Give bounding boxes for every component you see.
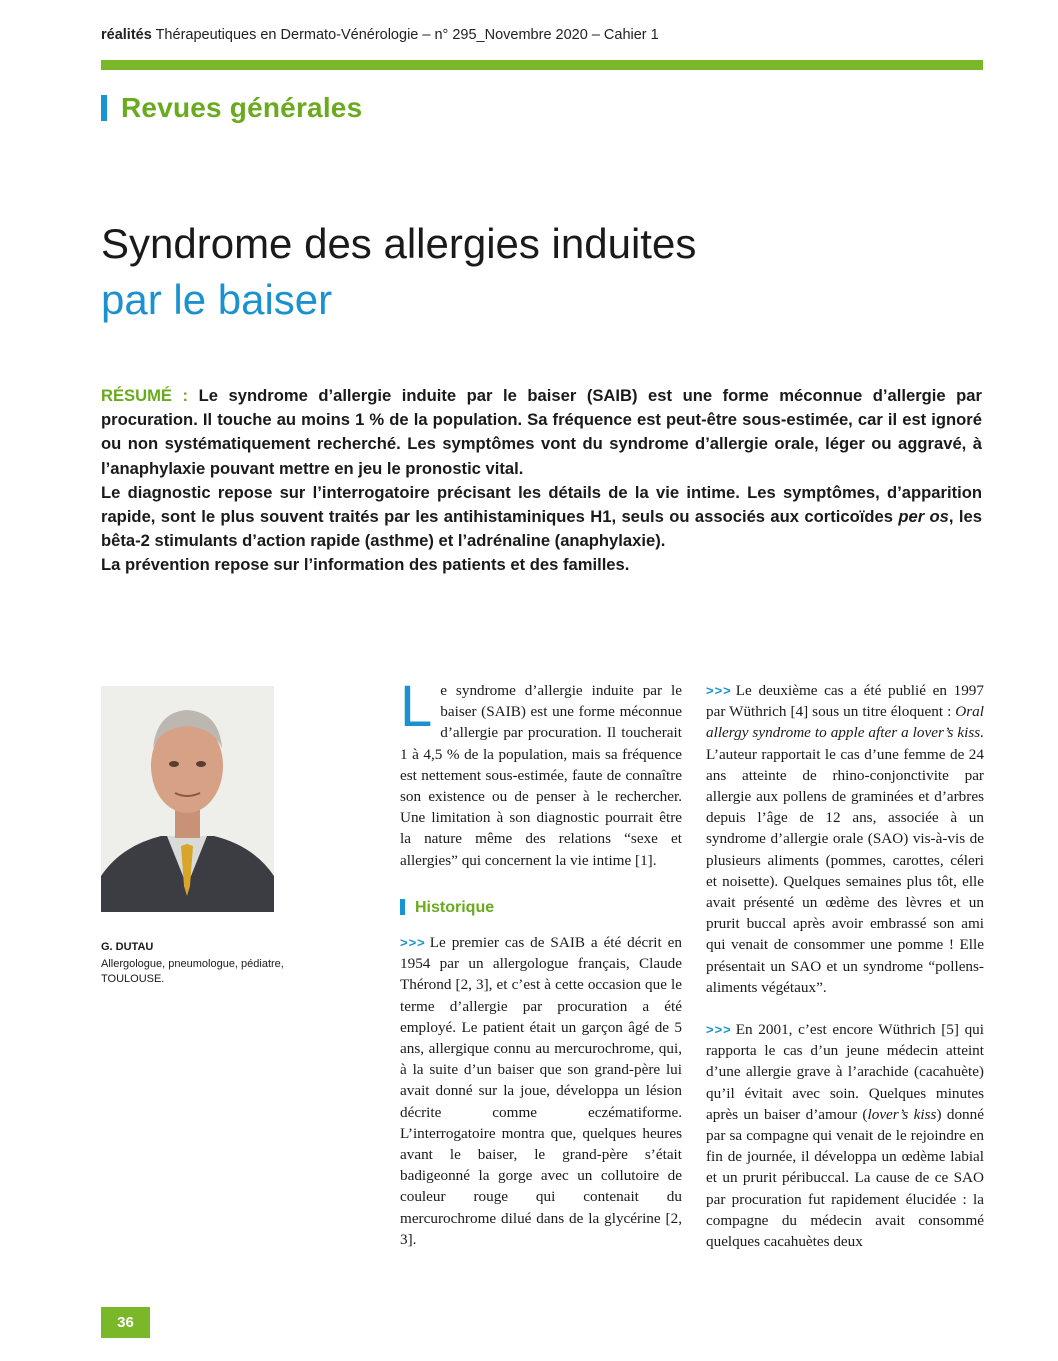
history-text-2a: Le deuxième cas a été publié en 1997 par Wüthrich [4] sous un titre éloquent :	[706, 682, 984, 721]
abstract-text-1: Le syndrome d’allergie induite par le baiser (SAIB) est une forme méconnue d’allergie par procuration. Il touche au moins 1 % de la population. Sa fréquence est peut-être sous-estimée, car il est ignoré ou non systématiquement recherché. Les symptômes vont du syndrome d’allergie orale, léger ou aggravé, à l’anaphylaxie pouvant mettre en jeu le pronostic vital.	[101, 386, 982, 478]
abstract-para-2	[101, 481, 982, 554]
title-line-1: Syndrome des allergies induites	[101, 220, 697, 268]
journal-name: réalités	[101, 27, 152, 43]
abstract-para-3: La prévention repose sur l’information des patients et des familles.	[101, 555, 630, 575]
abstract-text-2b: , les bêta-2 stimulants d’action rapide (asthme) et l’adrénaline (anaphylaxie).	[101, 507, 982, 551]
article-title	[101, 216, 981, 328]
body-column-middle	[400, 674, 682, 1250]
dropcap: L	[400, 674, 433, 739]
body-column-right	[706, 680, 984, 1252]
author-role: Allergologue, pneumologue, pédiatre, TOULOUSE.	[101, 958, 284, 985]
title-line-2: par le baiser	[101, 276, 333, 324]
section-heading	[101, 90, 362, 126]
journal-header	[101, 27, 981, 43]
abstract-keyword: RÉSUMÉ :	[101, 386, 189, 405]
author-portrait-image	[101, 686, 274, 912]
paragraph-marker: >>>	[400, 935, 426, 951]
section-bar	[101, 95, 107, 121]
subsection-label: Historique	[415, 898, 495, 916]
journal-issue: Thérapeutiques en Dermato-Vénérologie – n° 295_Novembre 2020 – Cahier 1	[155, 27, 659, 43]
author-photo	[101, 686, 274, 912]
abstract-text-2a: Le diagnostic repose sur l’interrogatoire précisant les détails de la vie intime. Les symptômes, d’apparition rapide, sont le plus souvent traités par les antihistaminiques H1, seuls ou associés aux corticoïdes	[101, 482, 982, 527]
history-paragraph-2	[706, 680, 984, 998]
abstract	[101, 384, 982, 578]
abstract-text-2em: per os	[898, 507, 949, 527]
author-name: G. DUTAU	[101, 941, 154, 953]
paragraph-marker: >>>	[706, 683, 732, 698]
history-text-2b: L’auteur rapportait le cas d’une femme de 24 ans atteinte de rhino-conjonctivite par allergie aux pollens de graminées et d’arbres depuis l’âge de 12 ans, associée à un syndrome d’allergie orale (SAO) vis-à-vis de plusieurs aliments (pommes, carottes, céleri et noisette). Quelques semaines plus tôt, elle avait présenté un œdème des lèvres et un prurit buccal après avoir embrassé son ami qui venait de consommer une pomme ! Elle présentait un SAO et un syndrome “pollens-aliments végétaux”.	[706, 745, 984, 996]
history-paragraph-3	[706, 1019, 984, 1252]
history-text-3em: lover’s kiss	[867, 1105, 937, 1123]
subsection-bar	[400, 899, 405, 915]
header-rule	[101, 60, 983, 70]
page-number: 36	[101, 1307, 150, 1338]
intro-text: e syndrome d’allergie induite par le baiser (SAIB) est une forme méconnue d’allergie par procuration. Il toucherait 1 à 4,5 % de la population, mais sa fréquence est nettement sous-estimée, faute de connaître son existence ou de penser à le rechercher. Une limitation à son diagnostic pourrait être la nature même des relations “sexe et allergies” qui concernent la vie intime [1].	[400, 682, 682, 869]
history-text-1: Le premier cas de SAIB a été décrit en 1954 par un allergologue français, Claude Thérond [2, 3], et c’est à cette occasion que le terme d’allergie par procuration a été employé. Le patient était un garçon âgé de 5 ans, allergique connu au mercurochrome, qui, à la suite d’un baiser que son grand-père lui avait donné sur la joue, développa un lésion décrite comme eczématiforme. L’interrogatoire montra que, quelques heures avant le baiser, le grand-père s’était badigeonné la gorge avec un collutoire de couleur rouge qui contenait du mercurochrome dilué dans de la glycérine [2, 3].	[400, 934, 682, 1248]
history-text-2em: Oral allergy syndrome to apple after a lover’s kiss.	[706, 703, 984, 742]
section-label: Revues générales	[121, 92, 363, 123]
abstract-para-1	[101, 384, 982, 481]
subsection-heading	[400, 897, 682, 918]
history-paragraph-1	[400, 932, 682, 1250]
intro-paragraph	[400, 674, 682, 871]
history-text-3a: En 2001, c’est encore Wüthrich [5] qui rapporta le cas d’un jeune médecin atteint d’une allergie grave à l’arachide (cacahuète) qu’il évitait avec soin. Quelques minutes après un baiser d’amour (	[706, 1021, 984, 1123]
paragraph-marker: >>>	[706, 1022, 732, 1038]
history-text-3b: ) donné par sa compagne qui venait de le rejoindre en fin de journée, il développa un œdème labial et un prurit péribuccal. La cause de ce SAO par procuration fut rapidement élucidée : la compagne du médecin avait consommé quelques cacahuètes deux	[706, 1105, 984, 1251]
